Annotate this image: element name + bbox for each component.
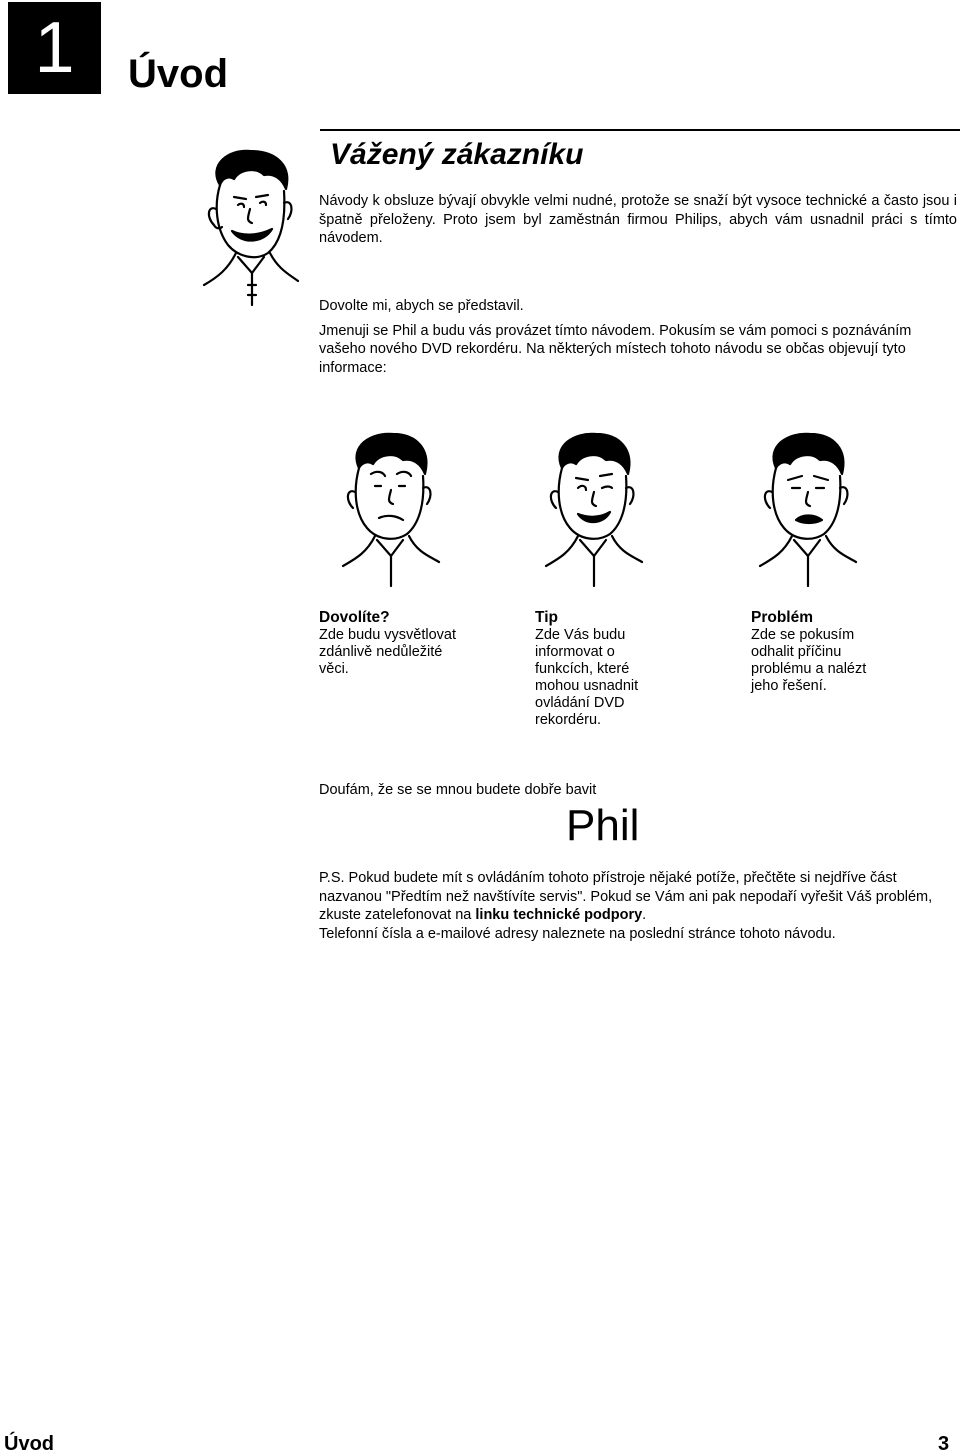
- column-text: Zde se pokusím odhalit příčinu problému a nalézt jeho řešení.: [751, 627, 867, 694]
- phil-smiling-icon: [198, 145, 303, 310]
- info-column-problem: [751, 608, 926, 695]
- ps-end: .: [642, 907, 647, 923]
- intro-text: Jmenuji se Phil a budu vás provázet tímto návodem. Pokusím se vám pomoci s poznáváním vašeho nového DVD rekordéru. Na některých místech tohoto návodu se občas objevují tyto informace:: [319, 322, 912, 376]
- heading-rule: [320, 129, 960, 131]
- contacts-paragraph: Telefonní čísla a e-mailové adresy naleznete na poslední stránce tohoto návodu.: [319, 926, 836, 942]
- column-heading: Dovolíte?: [319, 609, 390, 626]
- intro-paragraph-2: [319, 297, 957, 377]
- phil-winking-icon: [538, 428, 648, 590]
- column-text: Zde budu vysvětlovat zdánlivě nedůležité věci.: [319, 627, 457, 677]
- ps-paragraph: [319, 869, 959, 925]
- info-column-dovolite: [319, 608, 494, 678]
- signature: Phil: [566, 801, 640, 850]
- ps-text: P.S. Pokud budete mít s ovládáním tohoto přístroje nějaké potíže, přečtěte si nejdříve část nazvanou "Předtím než navštívíte servis". Pokud se Vám ani pak nepodaří vyřešit Váš problém, zkuste zatelefonovat na: [319, 870, 933, 923]
- phil-frowning-icon: [752, 428, 864, 590]
- intro-line: Dovolte mi, abych se představil.: [319, 298, 524, 314]
- column-text: Zde Vás budu informovat o funkcích, které mohou usnadnit ovládání DVD rekordéru.: [535, 627, 639, 728]
- intro-paragraph: Návody k obsluze bývají obvykle velmi nudné, protože se snaží být vysoce technické a často jsou i špatně přeloženy. Proto jsem byl zaměstnán firmou Philips, abych vám usnadnil práci s tímto návodem.: [319, 193, 957, 246]
- chapter-number: 1: [34, 8, 75, 88]
- support-line-label: linku technické podpory: [475, 907, 643, 923]
- info-column-tip: [535, 608, 710, 729]
- closing-line: Doufám, že se se mnou budete dobře bavit: [319, 782, 597, 798]
- section-heading: Vážený zákazníku: [330, 138, 584, 171]
- column-heading: Tip: [535, 609, 558, 626]
- page-number: 3: [938, 1433, 950, 1455]
- column-heading: Problém: [751, 609, 814, 626]
- footer-section: Úvod: [4, 1433, 54, 1455]
- phil-questioning-icon: [335, 428, 447, 590]
- chapter-number-box: [8, 2, 101, 94]
- chapter-title: Úvod: [128, 52, 228, 96]
